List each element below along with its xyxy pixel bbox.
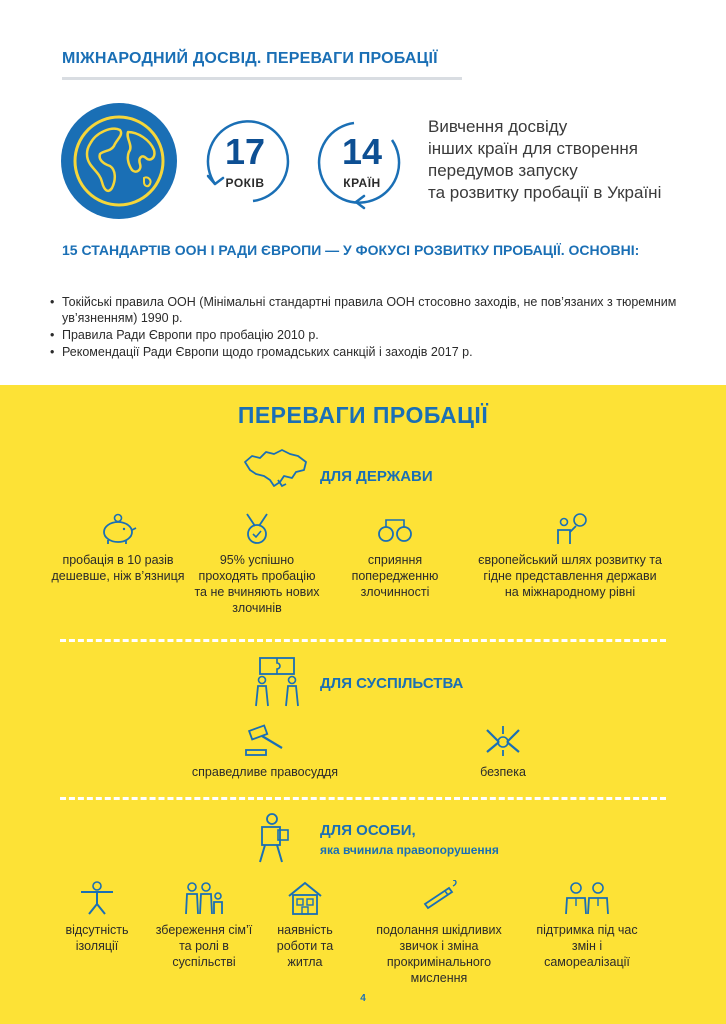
free-person-icon <box>77 880 117 916</box>
house-icon <box>285 880 325 916</box>
state-heading: ДЛЯ ДЕРЖАВИ <box>320 468 433 485</box>
list-item: • Рекомендації Ради Європи щодо громадських санкцій і заходів 2017 р. <box>50 344 690 360</box>
globe-icon <box>60 102 178 220</box>
standards-list <box>50 294 690 361</box>
stat-years-unit: РОКІВ <box>225 176 265 190</box>
society-heading: ДЛЯ СУСПІЛЬСТВА <box>320 675 464 692</box>
society-item-text: безпека <box>480 765 526 779</box>
stat-years-value: 17 <box>224 131 266 172</box>
person-item-text: відсутність ізоляції <box>65 923 129 953</box>
list-item: • Токійські правила ООН (Мінімальні стандартні правила ООН стосовно заходів, не пов’язаних з тюремним ув’язненням) 1990 р. <box>50 294 690 326</box>
state-item-text: європейський шлях розвитку та гідне представлення держави на міжнародному рівні <box>478 553 662 599</box>
state-item-european <box>478 512 662 600</box>
hands-together-icon <box>483 724 523 758</box>
stat-countries-unit: КРАЇН <box>343 176 381 190</box>
study-line: інших країн для створення <box>428 139 638 158</box>
stat-countries-value: 14 <box>341 131 383 172</box>
person-heading: ДЛЯ ОСОБИ, <box>320 822 416 839</box>
no-smoking-icon <box>419 880 459 916</box>
study-line: передумов запуску <box>428 161 578 180</box>
ukraine-map-icon <box>242 446 310 490</box>
person-item-text: подолання шкідливих звичок і зміна прокримінального мислення <box>376 923 502 985</box>
walking-person-icon <box>256 812 292 864</box>
standards-heading: 15 СТАНДАРТІВ ООН І РАДИ ЄВРОПИ — У ФОКУСІ РОЗВИТКУ ПРОБАЦІЇ. ОСНОВНІ: <box>62 242 640 258</box>
advantages-title: ПЕРЕВАГИ ПРОБАЦІЇ <box>237 402 489 428</box>
state-item-text: 95% успішно проходять пробацію та не вчиняють нових злочинів <box>194 553 320 615</box>
support-people-icon <box>564 880 610 916</box>
person-item-habits <box>360 880 518 986</box>
person-item-family <box>150 880 258 970</box>
state-item-prevention <box>330 512 460 600</box>
society-item-text: справедливе правосуддя <box>191 765 339 779</box>
page-title: МІЖНАРОДНИЙ ДОСВІД. ПЕРЕВАГИ ПРОБАЦІЇ <box>62 50 438 67</box>
person-item-housing <box>260 880 350 970</box>
page-number: 4 <box>360 993 366 1004</box>
person-globe-icon <box>550 512 590 546</box>
stat-countries <box>312 112 412 212</box>
study-line: Вивчення досвіду <box>428 117 568 136</box>
state-item-success <box>192 512 322 616</box>
handcuffs-icon <box>375 512 415 546</box>
list-item: • Правила Ради Європи про пробацію 2010 р. <box>50 327 690 343</box>
society-item-safety <box>450 724 556 780</box>
study-line: та розвитку пробації в Україні <box>428 183 662 202</box>
medal-icon <box>237 512 277 546</box>
piggy-bank-icon <box>98 512 138 546</box>
person-item-no-isolation <box>52 880 142 954</box>
title-underline <box>62 77 462 80</box>
state-item-text: сприяння попередженню злочинності <box>351 553 439 599</box>
society-item-justice <box>180 724 350 780</box>
person-item-text: наявність роботи та житла <box>276 923 334 969</box>
family-icon <box>182 880 226 916</box>
puzzle-people-icon <box>252 656 302 708</box>
person-subheading: яка вчинила правопорушення <box>320 843 499 857</box>
state-item-text: пробація в 10 разів дешевше, ніж в’язниця <box>51 553 185 583</box>
person-item-support <box>528 880 646 970</box>
study-description <box>428 116 698 204</box>
stat-years <box>195 112 295 212</box>
gavel-icon <box>242 724 288 758</box>
person-item-text: збереження сім’ї та ролі в суспільстві <box>155 923 253 969</box>
state-item-cheaper <box>48 512 188 584</box>
section-divider <box>60 639 666 642</box>
section-divider <box>60 797 666 800</box>
person-item-text: підтримка під час змін і самореалізації <box>536 923 638 969</box>
